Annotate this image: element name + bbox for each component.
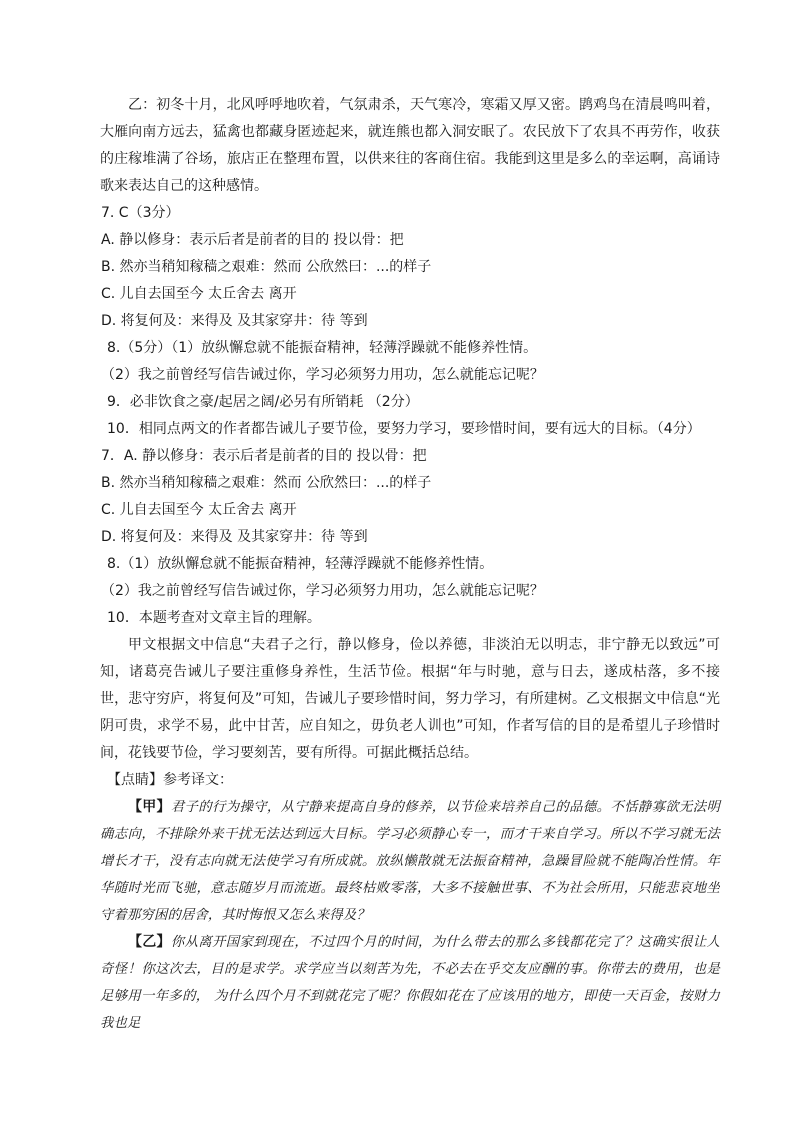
answer-block-2 <box>100 443 720 632</box>
answer-line: A. 静以修身：表示后者是前者的目的 投以骨：把 <box>101 232 404 248</box>
answer-line: 10．相同点两文的作者都告诫儿子要节俭，要努力学习，要珍惜时间，要有远大的目标。（4分） <box>107 421 701 437</box>
answer-line: 9．必非饮食之豪/起居之阔/必另有所销耗 （2分） <box>107 394 419 410</box>
yi-label: 【乙】 <box>128 934 171 950</box>
analysis-paragraph: 甲文根据文中信息“夫君子之行，静以修身，俭以养德，非淡泊无以明志，非宁静无以致远”可知，诸葛亮告诫儿子要注重修身养性，生活节俭。根据“年与时驰，意与日去，遂成枯落，多不接世，悲守穷庐，将复何及”可知，告诫儿子要珍惜时间，努力学习，有所建树。乙文根据文中信息“光阴可贵，求学不易，此中甘苦，应自知之，毋负老人训也”可知，作者写信的目的是希望儿子珍惜时间，花钱要节俭，学习要刻苦，要有所得。可据此概括总结。 <box>100 637 720 761</box>
answer-line: 7．A. 静以修身：表示后者是前者的目的 投以骨：把 <box>101 448 427 464</box>
jia-label: 【甲】 <box>128 799 171 815</box>
answer-line: B. 然亦当稍知稼穑之艰难：然而 公欣然曰：...的样子 <box>101 475 432 491</box>
answer-line: C. 儿自去国至今 太丘舍去 离开 <box>101 286 297 302</box>
translation-yi-paragraph: 乙：初冬十月，北风呼呼地吹着，气氛肃杀，天气寒冷，寒霜又厚又密。鹍鸡鸟在清晨鸣叫着，大雁向南方远去，猛禽也都藏身匿迹起来，就连熊也都入洞安眠了。农民放下了农具不再劳作，收获的庄稼堆满了谷场，旅店正在整理布置，以供来往的客商住宿。我能到这里是多么的幸运啊，高诵诗歌来表达自己的这种感情。 <box>100 97 720 194</box>
answer-line: （2）我之前曾经写信告诫过你，学习必须努力用功，怎么就能忘记呢？ <box>101 583 544 599</box>
answer-line: C. 儿自去国至今 太丘舍去 离开 <box>101 502 297 518</box>
answer-line: B. 然亦当稍知稼穑之艰难：然而 公欣然曰：...的样子 <box>101 259 432 275</box>
answer-line: 8.（1）放纵懈怠就不能振奋精神，轻薄浮躁就不能修养性情。 <box>107 556 494 572</box>
answer-line: D. 将复何及：来得及 及其家穿井：待 等到 <box>101 313 368 329</box>
document-content <box>100 92 720 1037</box>
answer-block-1 <box>100 200 720 443</box>
answer-line: （2）我之前曾经写信告诫过你，学习必须努力用功，怎么就能忘记呢？ <box>101 367 544 383</box>
answer-line: D. 将复何及：来得及 及其家穿井：待 等到 <box>101 529 368 545</box>
translation-yi-paragraph-2 <box>100 929 720 1037</box>
answer-line: 10．本题考查对文章主旨的理解。 <box>107 610 321 626</box>
yi-text: 你从离开国家到现在，不过四个月的时间，为什么带去的那么多钱都花完了？这确实很让人奇怪！你这次去，目的是求学。求学应当以刻苦为先，不必去在乎交友应酬的事。你带去的费用，也是足够用一年多的， 为什么四个月不到就花完了呢？你假如花在了应该用的地方，即使一天百金，按财力我也足 <box>100 935 721 1031</box>
translation-jia-paragraph <box>100 794 720 929</box>
dianjing-heading: 【点睛】参考译文： <box>107 772 233 788</box>
jia-text: 君子的行为操守，从宁静来提高自身的修养，以节俭来培养自己的品德。不恬静寡欲无法明确志向，不排除外来干扰无法达到远大目标。学习必须静心专一，而才干来自学习。所以不学习就无法增长才干，没有志向就无法使学习有所成就。放纵懒散就无法振奋精神，急躁冒险就不能陶冶性情。年华随时光而飞驰，意志随岁月而流逝。最终枯败零落，大多不接触世事、不为社会所用，只能悲哀地坐守着那穷困的居舍，其时悔恨又怎么来得及？ <box>100 800 721 923</box>
answer-line: 8.（5分）（1）放纵懈怠就不能振奋精神，轻薄浮躁就不能修养性情。 <box>107 340 538 356</box>
answer-line: 7. C（3分） <box>101 205 180 221</box>
